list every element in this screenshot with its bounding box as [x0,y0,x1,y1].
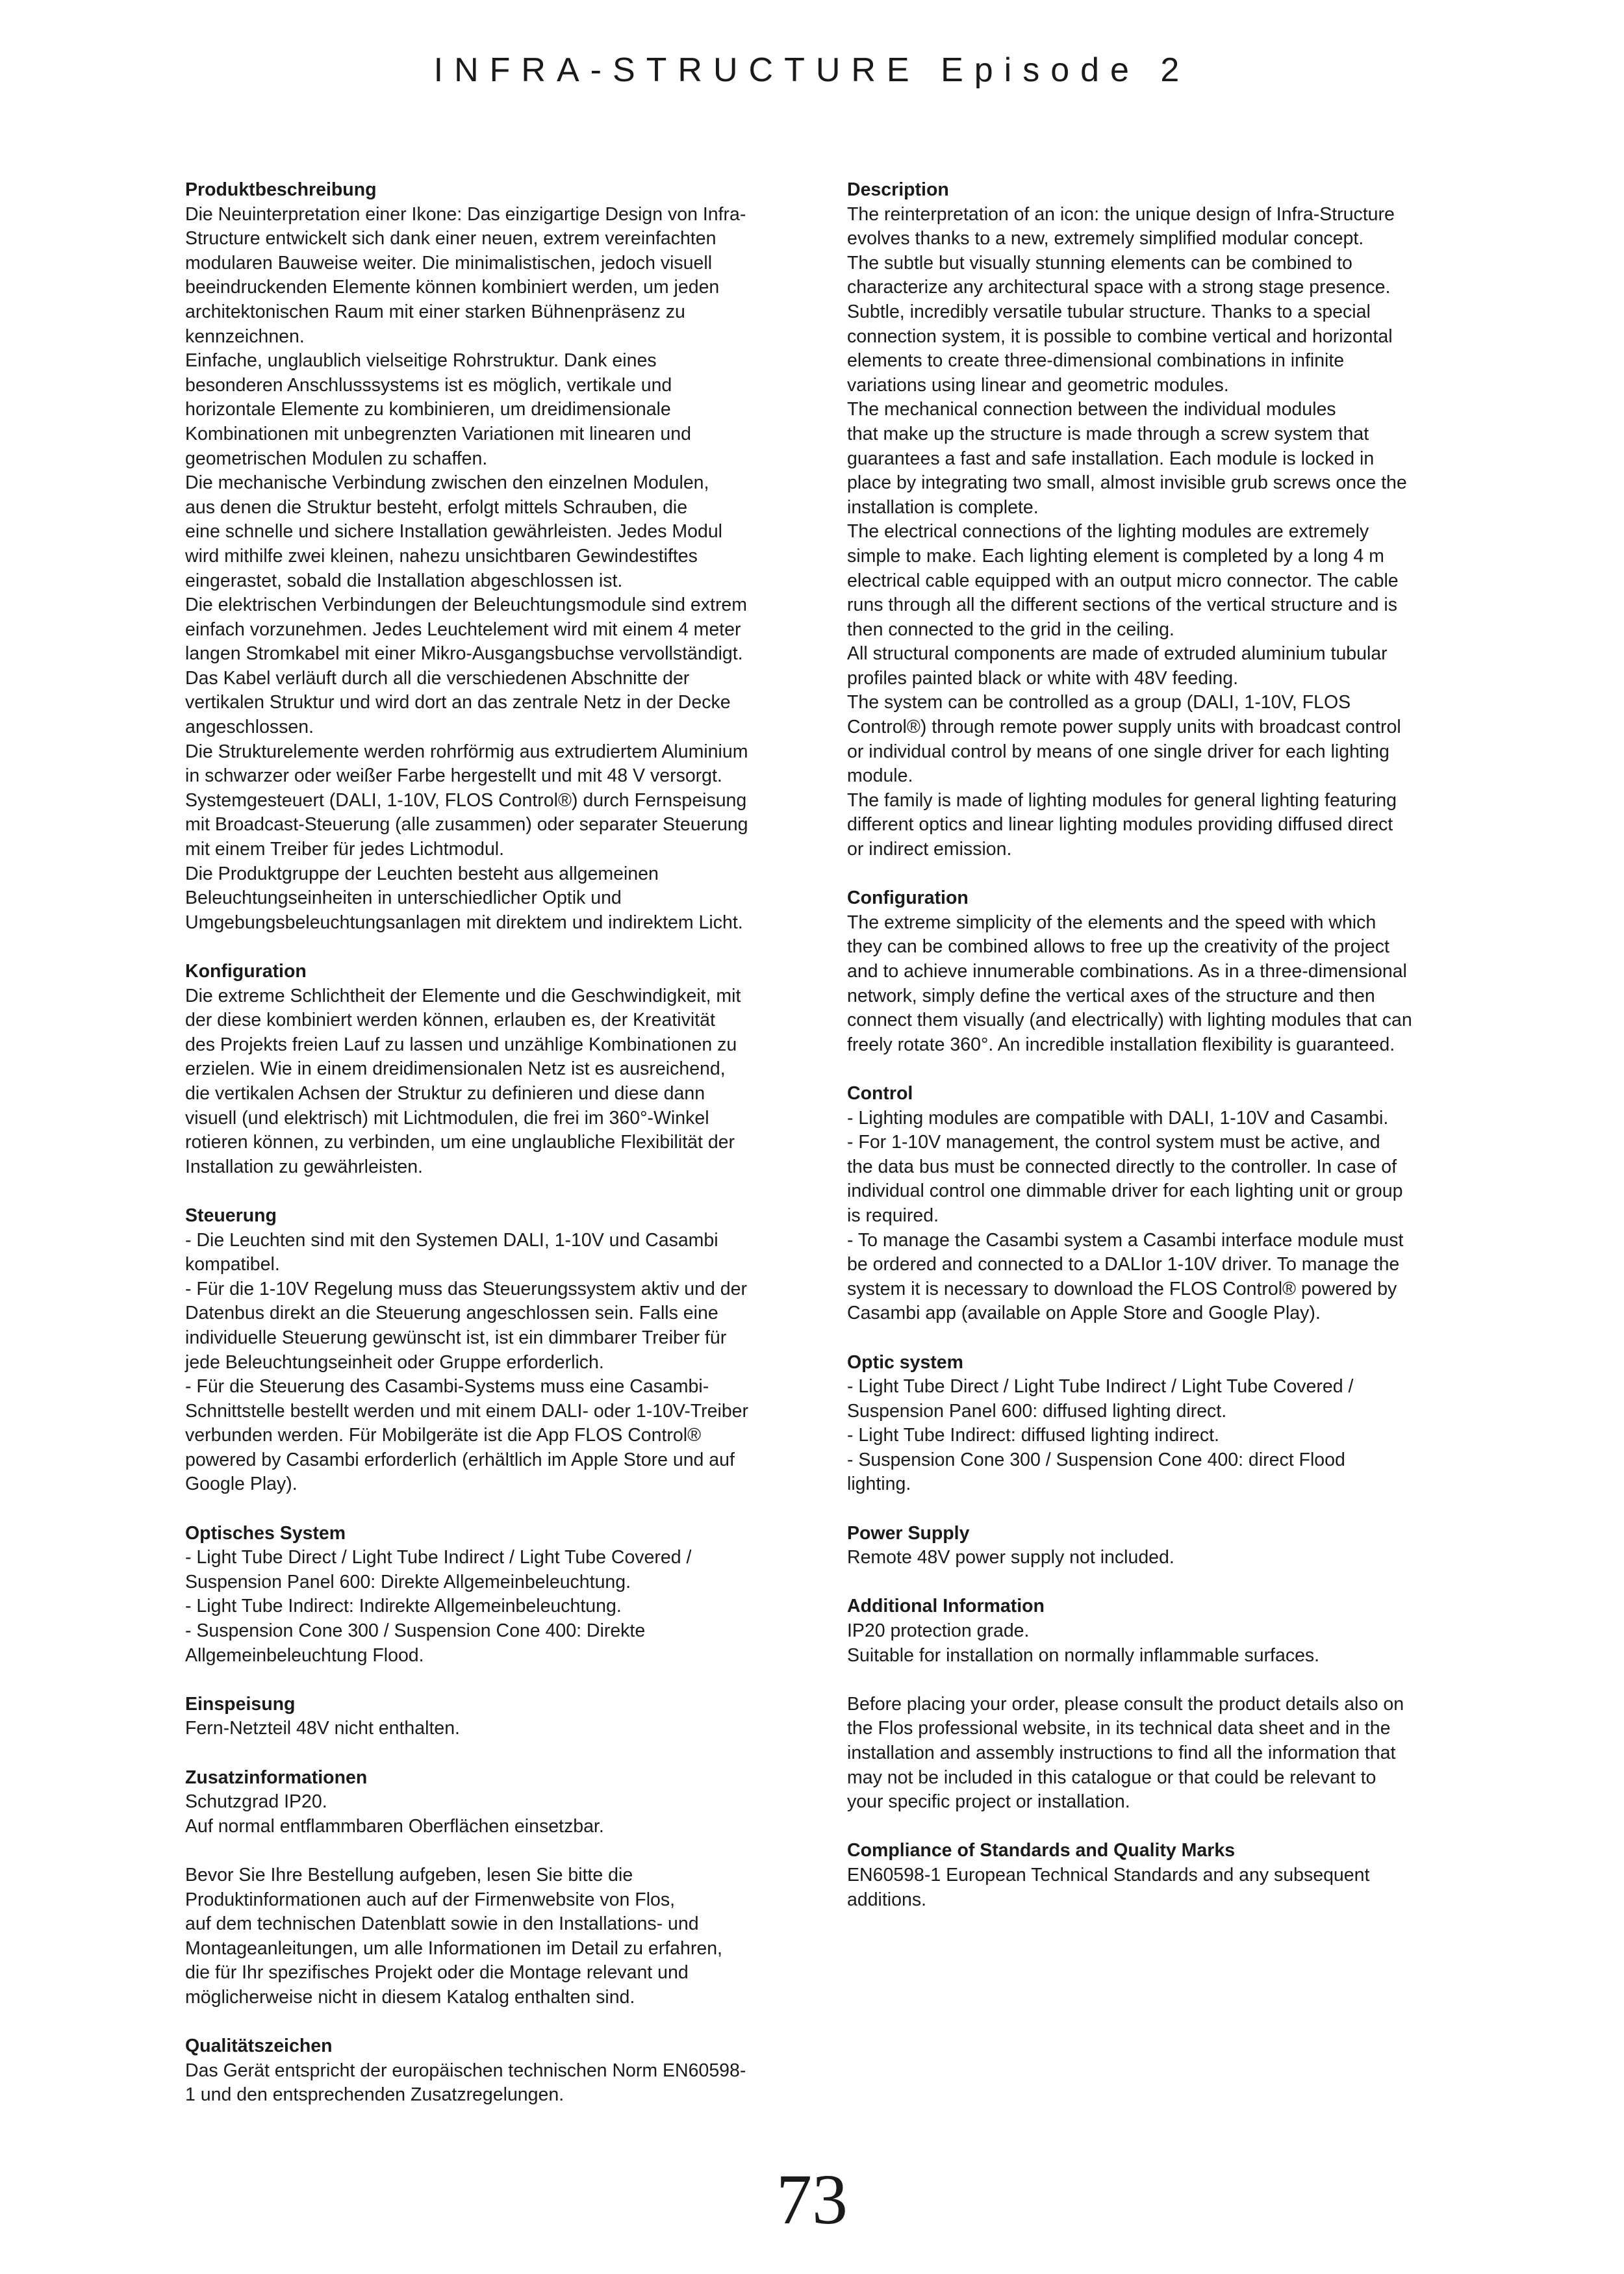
section-title: Steuerung [185,1205,277,1226]
section-steuerung [185,1204,809,1497]
section-bestellung-hinweis [185,1863,809,2010]
section-qualitaetszeichen [185,2034,809,2108]
page-number: 73 [776,2160,848,2239]
section-optisches-system [185,1522,809,1668]
section-body: - Lighting modules are compatible with DALI, 1-10V and Casambi. - For 1-10V management, the control system must be active, and the data bus must be connected directly to the controller. In case of individual control one dimmable driver for each lighting unit or group is required. - To manage the Casambi system a Casambi interface module must be ordered and connected to a DALIor 1-10V driver. To manage the system it is necessary to download the FLOS Control® powered by Casambi app (available on Apple Store and Google Play). [847,1107,1404,1324]
section-body: Fern-Netzteil 48V nicht enthalten. [185,1718,460,1739]
section-body: Das Gerät entspricht der europäischen technischen Norm EN60598- 1 und den entsprechenden Zusatzregelungen. [185,2060,746,2106]
german-column [185,178,809,2132]
section-title: Configuration [847,888,969,909]
section-body: The reinterpretation of an icon: the unique design of Infra-Structure evolves thanks to a new, extremely simplified modular concept. The subtle but visually stunning elements can be combined to characterize any architectural space with a strong stage presence. Subtle, incredibly versatile tubular structure. Thanks to a special connection system, it is possible to combine vertical and horizontal elements to create three-dimensional combinations in infinite variations using linear and geometric modules. The mechanical connection between the individual modules that make up the structure is made through a screw system that guarantees a fast and safe installation. Each module is locked in place by integrating two small, almost invisible grub screws once the installation is complete. The electrical connections of the lighting modules are extremely simple to make. Each lighting element is completed by a long 4 m electrical cable equipped with an output micro connector. The cable runs through all the different sections of the vertical structure and is then connected to the grid in the ceiling. All structural components are made of extruded aluminium tubular profiles painted black or white with 48V feeding. The system can be controlled as a group (DALI, 1-10V, FLOS Control®) through remote power supply units with broadcast control or individual control by means of one single driver for each lighting module. The family is made of lighting modules for general lighting featuring different optics and linear lighting modules providing diffused direct or indirect emission. [847,203,1407,860]
section-body: - Light Tube Direct / Light Tube Indirect / Light Tube Covered / Suspension Panel 600: diffused lighting direct. - Light Tube Indirect: diffused lighting indirect. - Suspension Cone 300 / Suspension Cone 400: direct Flood lighting. [847,1376,1354,1495]
section-optic-system [847,1351,1471,1498]
section-title: Zusatzinformationen [185,1767,368,1788]
section-body: Bevor Sie Ihre Bestellung aufgeben, lesen Sie bitte die Produktinformationen auch auf der Firmenwebsite von Flos, auf dem technischen Datenblatt sowie in den Installations- und Montageanleitungen, um alle Informationen im Detail zu erfahren, die für Ihr spezifisches Projekt oder die Montage relevant und möglicherweise nicht in diesem Katalog enthalten sind. [185,1864,722,2008]
section-body: - Die Leuchten sind mit den Systemen DALI, 1-10V und Casambi kompatibel. - Für die 1-10V Regelung muss das Steuerungssystem aktiv und der Datenbus direkt an die Steuerung angeschlossen sein. Falls eine individuelle Steuerung gewünscht ist, ist ein dimmbarer Treiber für jede Beleuchtungseinheit oder Gruppe erforderlich. - Für die Steuerung des Casambi-Systems muss eine Casambi- Schnittstelle bestellt werden und mit einem DALI- oder 1-10V-Treiber verbunden werden. Für Mobilgeräte ist die App FLOS Control® powered by Casambi erforderlich (erhältlich im Apple Store und auf Google Play). [185,1229,749,1495]
section-title: Produktbeschreibung [185,179,377,200]
section-title: Power Supply [847,1522,970,1544]
section-body: Die Neuinterpretation einer Ikone: Das einzigartige Design von Infra- Structure entwickelt sich dank einer neuen, extrem vereinfachten modularen Bauweise weiter. Die minimalistischen, jedoch visuell beeindruckenden Elemente können kombiniert werden, um jeden architektonischen Raum mit einer starken Bühnenpräsenz zu kennzeichnen. Einfache, unglaublich vielseitige Rohrstruktur. Dank eines besonderen Anschlusssystems ist es möglich, vertikale und horizontale Elemente zu kombinieren, um dreidimensionale Kombinationen mit unbegrenzten Variationen mit linearen und geometrischen Modulen zu schaffen. Die mechanische Verbindung zwischen den einzelnen Modulen, aus denen die Struktur besteht, erfolgt mittels Schrauben, die eine schnelle und sichere Installation gewährleisten. Jedes Modul wird mithilfe zwei kleinen, nahezu unsichtbaren Gewindestiftes eingerastet, sobald die Installation abgeschlossen ist. Die elektrischen Verbindungen der Beleuchtungsmodule sind extrem einfach vorzunehmen. Jedes Leuchtelement wird mit einem 4 meter langen Stromkabel mit einer Mikro-Ausgangsbuchse vervollständigt. Das Kabel verläuft durch all die verschiedenen Abschnitte der vertikalen Struktur und wird dort an das zentrale Netz in der Decke angeschlossen. Die Strukturelemente werden rohrförmig aus extrudiertem Aluminium in schwarzer oder weißer Farbe hergestellt und mit 48 V versorgt. Systemgesteuert (DALI, 1-10V, FLOS Control®) durch Fernspeisung mit Broadcast-Steuerung (alle zusammen) oder separater Steuerung mit einem Treiber für jedes Lichtmodul. Die Produktgruppe der Leuchten besteht aus allgemeinen Beleuchtungseinheiten in unterschiedlicher Optik und Umgebungsbeleuchtungsanlagen mit direktem und indirektem Licht. [185,203,748,933]
section-body: The extreme simplicity of the elements and the speed with which they can be combined allows to free up the creativity of the project and to achieve innumerable combinations. As in a three-dimensional network, simply define the vertical axes of the structure and then connect them visually (and electrically) with lighting modules that can freely rotate 360°. An incredible installation flexibility is guaranteed. [847,912,1412,1055]
section-body: Remote 48V power supply not included. [847,1547,1174,1568]
section-configuration [847,886,1471,1057]
section-power-supply [847,1522,1471,1570]
section-produktbeschreibung [185,178,809,935]
section-order-notice [847,1693,1471,1815]
section-control [847,1082,1471,1326]
section-body: - Light Tube Direct / Light Tube Indirect / Light Tube Covered / Suspension Panel 600: Direkte Allgemeinbeleuchtung. - Light Tube Indirect: Indirekte Allgemeinbeleuchtung. - Suspension Cone 300 / Suspension Cone 400: Direkte Allgemeinbeleuchtung Flood. [185,1547,692,1666]
section-body: IP20 protection grade. Suitable for installation on normally inflammable surfaces. [847,1620,1320,1666]
section-description [847,178,1471,862]
section-title: Qualitätszeichen [185,2036,333,2057]
section-body: Before placing your order, please consult the product details also on the Flos professional website, in its technical data sheet and in the installation and assembly instructions to find all the information that may not be included in this catalogue or that could be relevant to your specific project or installation. [847,1693,1404,1813]
section-konfiguration [185,960,809,1179]
english-column [847,178,1471,1937]
section-title: Konfiguration [185,961,307,982]
section-additional-information [847,1594,1471,1668]
section-title: Control [847,1082,913,1104]
section-title: Description [847,179,949,200]
section-body: EN60598-1 European Technical Standards and any subsequent additions. [847,1864,1370,1910]
section-compliance [847,1839,1471,1912]
section-body: Schutzgrad IP20. Auf normal entflammbaren Oberflächen einsetzbar. [185,1791,604,1837]
section-einspeisung [185,1693,809,1741]
section-title: Einspeisung [185,1693,296,1715]
page-header: INFRA-STRUCTURE Episode 2 [433,51,1191,89]
section-zusatzinformationen [185,1766,809,1839]
section-title: Compliance of Standards and Quality Marks [847,1840,1236,1861]
section-title: Optisches System [185,1522,346,1544]
section-title: Additional Information [847,1596,1045,1617]
section-body: Die extreme Schlichtheit der Elemente und die Geschwindigkeit, mit der diese kombiniert werden können, erlauben es, der Kreativität des Projekts freien Lauf zu lassen und unzählige Kombinationen zu erzielen. Wie in einem dreidimensionalen Netz ist es ausreichend, die vertikalen Achsen der Struktur zu definieren und diese dann visuell (und elektrisch) mit Lichtmodulen, die frei im 360°-Winkel rotieren können, zu verbinden, um eine unglaubliche Flexibilität der Installation zu gewährleisten. [185,985,741,1177]
section-title: Optic system [847,1351,963,1373]
